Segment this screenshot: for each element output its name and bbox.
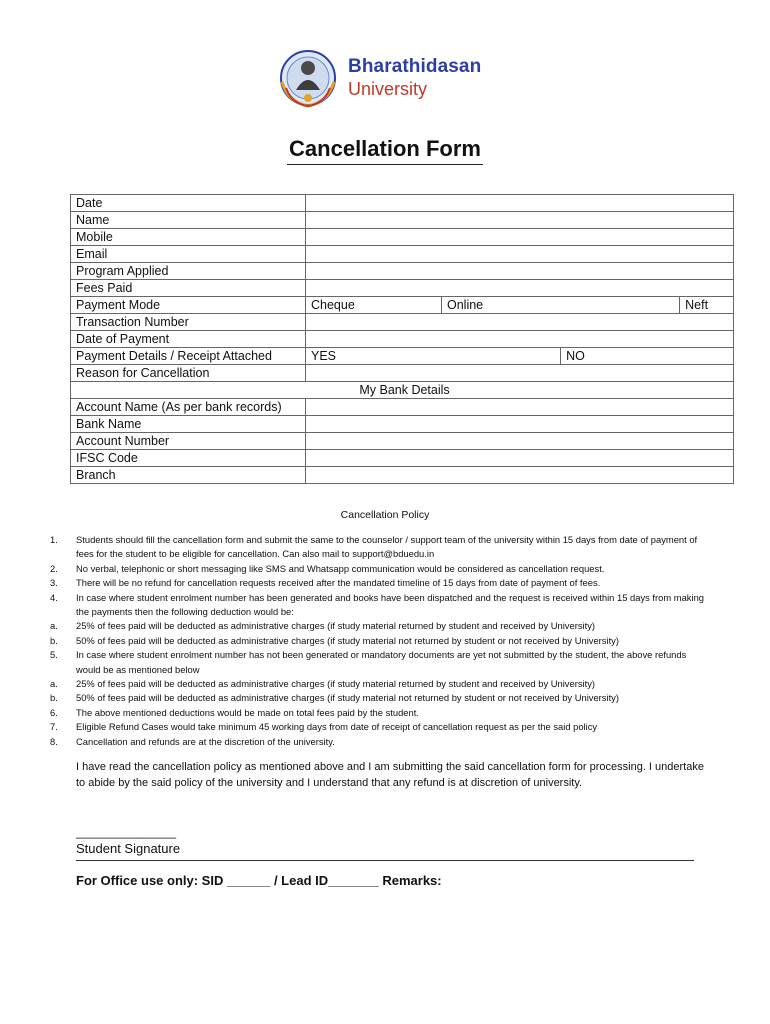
- signature-line[interactable]: _______________: [76, 825, 177, 839]
- date-field[interactable]: [306, 195, 734, 212]
- reason-field[interactable]: [306, 365, 734, 382]
- form-row-mobile: [71, 229, 734, 246]
- payment-mode-cheque[interactable]: Cheque: [306, 297, 442, 314]
- label-date: Date: [71, 195, 306, 212]
- office-use-line: For Office use only: SID ______ / Lead ID_______ Remarks:: [76, 873, 442, 888]
- date-of-payment-field[interactable]: [306, 331, 734, 348]
- signature-label: Student Signature: [76, 841, 181, 856]
- label-ifsc: IFSC Code: [71, 450, 306, 467]
- name-field[interactable]: [306, 212, 734, 229]
- label-branch: Branch: [71, 467, 306, 484]
- form-row-date: [71, 195, 734, 212]
- bank-details-header: My Bank Details: [71, 382, 734, 399]
- policy-item: [50, 648, 710, 677]
- policy-item-marker: b.: [50, 634, 58, 646]
- form-row-payment-mode: [71, 297, 734, 314]
- form-row-account-number: [71, 433, 734, 450]
- label-account-name: Account Name (As per bank records): [71, 399, 306, 416]
- form-row-name: [71, 212, 734, 229]
- policy-title: Cancellation Policy: [340, 509, 430, 521]
- policy-item-text: No verbal, telephonic or short messaging like SMS and Whatsapp communication would be considered as cancellation request.: [76, 562, 605, 574]
- policy-item-marker: 5.: [50, 649, 58, 661]
- policy-item-text: The above mentioned deductions would be made on total fees paid by the student.: [76, 706, 419, 718]
- policy-item: [50, 634, 710, 648]
- cancellation-form-table: [70, 194, 734, 484]
- form-row-account-name: [71, 399, 734, 416]
- form-row-branch: [71, 467, 734, 484]
- label-bank-name: Bank Name: [71, 416, 306, 433]
- label-date-of-payment: Date of Payment: [71, 331, 306, 348]
- label-account-number: Account Number: [71, 433, 306, 450]
- policy-item-text: 50% of fees paid will be deducted as administrative charges (if study material not returned by student or not received by University): [76, 634, 619, 646]
- policy-item-marker: b.: [50, 692, 58, 704]
- policy-item: [50, 720, 710, 734]
- branch-field[interactable]: [306, 467, 734, 484]
- transaction-number-field[interactable]: [306, 314, 734, 331]
- policy-item: [50, 619, 710, 633]
- mobile-field[interactable]: [306, 229, 734, 246]
- policy-item: [50, 735, 710, 749]
- policy-item-text: Students should fill the cancellation form and submit the same to the counselor / support team of the university within 15 days from date of payment of fees for the student to be eligible for cancellation. Can also mail to support@bduedu.in: [76, 534, 698, 560]
- form-row-date-of-payment: [71, 331, 734, 348]
- form-title-wrap: [0, 136, 770, 165]
- policy-item-marker: 4.: [50, 591, 58, 603]
- policy-item: [50, 591, 710, 620]
- separator-line: [76, 860, 694, 861]
- policy-item-text: In case where student enrolment number has been generated and books have been dispatched and the request is received within 15 days from making the payments then the following deduction would be:: [76, 591, 704, 618]
- policy-item-marker: 7.: [50, 721, 58, 733]
- policy-item: [50, 706, 710, 720]
- university-emblem-icon: [276, 48, 340, 110]
- declaration-text: I have read the cancellation policy as mentioned above and I am submitting the said cancellation form for processing. I undertake to abide by the said policy of the university and I understand that any refund is at discretion of university.: [76, 761, 704, 789]
- university-logo: [276, 48, 506, 110]
- receipt-attached-yes[interactable]: YES: [306, 348, 561, 365]
- policy-item-text: Eligible Refund Cases would take minimum 45 working days from date of receipt of cancellation request as per the said policy: [76, 721, 598, 733]
- form-row-payment-details: [71, 348, 734, 365]
- policy-item: [50, 562, 710, 576]
- label-mobile: Mobile: [71, 229, 306, 246]
- form-row-program: [71, 263, 734, 280]
- account-name-field[interactable]: [306, 399, 734, 416]
- university-subtitle: University: [348, 79, 428, 99]
- label-program-applied: Program Applied: [71, 263, 306, 280]
- label-payment-details: Payment Details / Receipt Attached: [71, 348, 306, 365]
- label-reason: Reason for Cancellation: [71, 365, 306, 382]
- form-row-email: [71, 246, 734, 263]
- page-title: Cancellation Form: [287, 136, 483, 165]
- payment-mode-neft[interactable]: Neft: [680, 297, 734, 314]
- policy-list: [50, 533, 710, 749]
- form-row-transaction: [71, 314, 734, 331]
- policy-item-text: There will be no refund for cancellation requests received after the mandated timeline of 15 days from date of payment of fees.: [76, 577, 601, 589]
- email-field[interactable]: [306, 246, 734, 263]
- payment-mode-online[interactable]: Online: [442, 297, 680, 314]
- policy-item-marker: 2.: [50, 562, 58, 574]
- receipt-attached-no[interactable]: NO: [561, 348, 734, 365]
- form-row-bank-header: [71, 382, 734, 399]
- bank-name-field[interactable]: [306, 416, 734, 433]
- policy-item-text: 25% of fees paid will be deducted as administrative charges (if study material returned by student and received by University): [76, 620, 596, 632]
- label-email: Email: [71, 246, 306, 263]
- ifsc-field[interactable]: [306, 450, 734, 467]
- policy-item: [50, 533, 710, 562]
- label-name: Name: [71, 212, 306, 229]
- policy-item-marker: 3.: [50, 577, 58, 589]
- label-fees-paid: Fees Paid: [71, 280, 306, 297]
- policy-item: [50, 677, 710, 691]
- fees-paid-field[interactable]: [306, 280, 734, 297]
- university-name: Bharathidasan: [348, 56, 482, 77]
- policy-item-text: 50% of fees paid will be deducted as administrative charges (if study material not returned by student or not received by University): [76, 692, 619, 704]
- account-number-field[interactable]: [306, 433, 734, 450]
- form-row-bank-name: [71, 416, 734, 433]
- policy-item-text: In case where student enrolment number has not been generated or mandatory documents are yet not submitted by the student, the above refunds would be as mentioned below: [76, 649, 687, 675]
- policy-item-marker: a.: [50, 620, 58, 632]
- policy-item-marker: 8.: [50, 735, 58, 747]
- form-row-ifsc: [71, 450, 734, 467]
- label-transaction-number: Transaction Number: [71, 314, 306, 331]
- policy-item: [50, 691, 710, 705]
- policy-item-text: 25% of fees paid will be deducted as administrative charges (if study material returned by student and received by University): [76, 678, 596, 690]
- policy-item: [50, 576, 710, 590]
- form-row-reason: [71, 365, 734, 382]
- policy-item-marker: 1.: [50, 534, 58, 545]
- program-applied-field[interactable]: [306, 263, 734, 280]
- label-payment-mode: Payment Mode: [71, 297, 306, 314]
- form-row-fees: [71, 280, 734, 297]
- policy-item-text: Cancellation and refunds are at the discretion of the university.: [76, 735, 335, 747]
- policy-item-marker: a.: [50, 678, 58, 690]
- policy-item-marker: 6.: [50, 706, 58, 718]
